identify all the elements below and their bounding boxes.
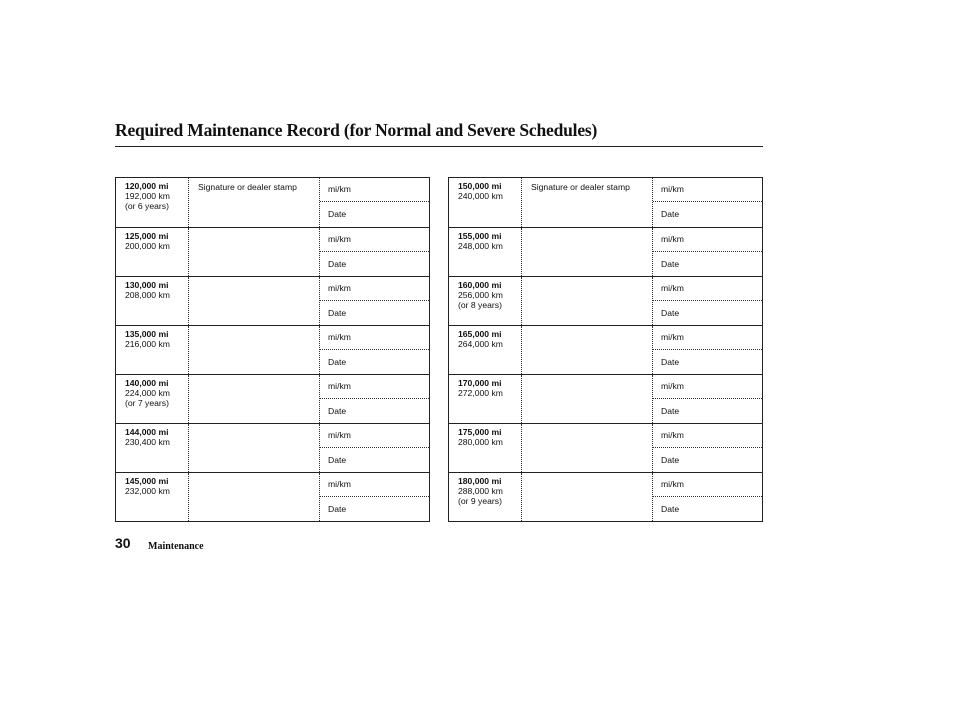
mileage-mi: 145,000 mi [125, 476, 169, 486]
record-row [116, 276, 429, 325]
mikm-field[interactable]: mi/km [653, 277, 762, 301]
entry-fields [320, 424, 429, 472]
mikm-field[interactable]: mi/km [320, 473, 429, 497]
entry-fields [653, 277, 762, 325]
mileage-km: 232,000 km [125, 486, 170, 496]
mikm-field[interactable]: mi/km [320, 375, 429, 399]
mikm-field[interactable]: mi/km [320, 178, 429, 202]
signature-cell[interactable] [522, 424, 653, 472]
mileage-cell [116, 424, 189, 472]
section-name: Maintenance [148, 541, 204, 552]
signature-cell[interactable] [189, 326, 320, 374]
mileage-mi: 140,000 mi [125, 378, 169, 388]
mileage-mi: 144,000 mi [125, 427, 169, 437]
entry-fields [653, 424, 762, 472]
mileage-years: (or 7 years) [125, 398, 169, 408]
record-row [449, 423, 762, 472]
date-field[interactable]: Date [661, 504, 680, 514]
signature-cell[interactable] [522, 473, 653, 521]
mileage-mi: 125,000 mi [125, 231, 169, 241]
mileage-mi: 175,000 mi [458, 427, 502, 437]
date-field[interactable]: Date [328, 504, 347, 514]
signature-cell[interactable] [189, 277, 320, 325]
mileage-cell [449, 424, 522, 472]
mileage-mi: 160,000 mi [458, 280, 502, 290]
mileage-km: 230,400 km [125, 437, 170, 447]
entry-fields [320, 228, 429, 276]
signature-cell[interactable] [189, 424, 320, 472]
mileage-mi: 130,000 mi [125, 280, 169, 290]
entry-fields [653, 473, 762, 521]
record-row [449, 472, 762, 521]
mileage-cell [449, 375, 522, 423]
title-rule [115, 146, 763, 147]
record-row [116, 374, 429, 423]
page-number: 30 [115, 535, 131, 551]
date-field[interactable]: Date [661, 406, 680, 416]
signature-cell[interactable] [189, 375, 320, 423]
mileage-cell [116, 228, 189, 276]
record-row [449, 325, 762, 374]
date-field[interactable]: Date [661, 259, 680, 269]
mileage-mi: 135,000 mi [125, 329, 169, 339]
signature-cell[interactable] [522, 326, 653, 374]
signature-label: Signature or dealer stamp [531, 182, 630, 192]
mikm-field[interactable]: mi/km [653, 228, 762, 252]
mileage-km: 264,000 km [458, 339, 503, 349]
mikm-field[interactable]: mi/km [653, 178, 762, 202]
page-title: Required Maintenance Record (for Normal and Severe Schedules) [115, 120, 598, 140]
mileage-mi: 180,000 mi [458, 476, 502, 486]
date-field[interactable]: Date [661, 209, 680, 219]
mileage-cell [449, 228, 522, 276]
record-row [116, 325, 429, 374]
date-field[interactable]: Date [328, 308, 347, 318]
mileage-mi: 155,000 mi [458, 231, 502, 241]
mikm-field[interactable]: mi/km [653, 326, 762, 350]
mileage-km: 280,000 km [458, 437, 503, 447]
date-field[interactable]: Date [328, 259, 347, 269]
mileage-mi: 165,000 mi [458, 329, 502, 339]
date-field[interactable]: Date [328, 209, 347, 219]
date-field[interactable]: Date [328, 406, 347, 416]
mileage-km: 200,000 km [125, 241, 170, 251]
date-field[interactable]: Date [661, 455, 680, 465]
mileage-cell [116, 375, 189, 423]
mileage-cell [449, 178, 522, 227]
mileage-km: 208,000 km [125, 290, 170, 300]
record-row [449, 178, 762, 227]
mileage-cell [116, 326, 189, 374]
entry-fields [320, 375, 429, 423]
mileage-km: 240,000 km [458, 191, 503, 201]
record-row [116, 423, 429, 472]
entry-fields [653, 178, 762, 227]
signature-cell[interactable] [522, 277, 653, 325]
mileage-cell [116, 473, 189, 521]
entry-fields [320, 326, 429, 374]
mileage-cell [116, 178, 189, 227]
signature-cell[interactable] [189, 473, 320, 521]
mileage-cell [449, 326, 522, 374]
entry-fields [653, 375, 762, 423]
mikm-field[interactable]: mi/km [320, 326, 429, 350]
mileage-mi: 150,000 mi [458, 181, 502, 191]
mileage-cell [449, 473, 522, 521]
mileage-km: 288,000 km [458, 486, 503, 496]
signature-cell[interactable] [522, 178, 653, 227]
mileage-km: 216,000 km [125, 339, 170, 349]
signature-cell[interactable] [522, 375, 653, 423]
record-row [449, 374, 762, 423]
mileage-years: (or 8 years) [458, 300, 502, 310]
mileage-cell [449, 277, 522, 325]
entry-fields [653, 228, 762, 276]
signature-cell[interactable] [189, 178, 320, 227]
entry-fields [320, 178, 429, 227]
record-row [449, 276, 762, 325]
mileage-km: 192,000 km [125, 191, 170, 201]
signature-label: Signature or dealer stamp [198, 182, 297, 192]
signature-cell[interactable] [189, 228, 320, 276]
record-row [116, 472, 429, 521]
mileage-years: (or 9 years) [458, 496, 502, 506]
mikm-field[interactable]: mi/km [653, 375, 762, 399]
mikm-field[interactable]: mi/km [320, 277, 429, 301]
maintenance-table-left [115, 177, 430, 522]
mileage-mi: 120,000 mi [125, 181, 169, 191]
mileage-km: 272,000 km [458, 388, 503, 398]
entry-fields [320, 277, 429, 325]
date-field[interactable]: Date [328, 455, 347, 465]
mikm-field[interactable]: mi/km [320, 228, 429, 252]
maintenance-table-right [448, 177, 763, 522]
mileage-km: 224,000 km [125, 388, 170, 398]
mikm-field[interactable]: mi/km [653, 473, 762, 497]
entry-fields [653, 326, 762, 374]
entry-fields [320, 473, 429, 521]
mileage-km: 248,000 km [458, 241, 503, 251]
mileage-cell [116, 277, 189, 325]
signature-cell[interactable] [522, 228, 653, 276]
mileage-mi: 170,000 mi [458, 378, 502, 388]
date-field[interactable]: Date [328, 357, 347, 367]
mikm-field[interactable]: mi/km [320, 424, 429, 448]
mileage-km: 256,000 km [458, 290, 503, 300]
record-row [449, 227, 762, 276]
mikm-field[interactable]: mi/km [653, 424, 762, 448]
date-field[interactable]: Date [661, 357, 680, 367]
record-row [116, 178, 429, 227]
record-row [116, 227, 429, 276]
mileage-years: (or 6 years) [125, 201, 169, 211]
date-field[interactable]: Date [661, 308, 680, 318]
